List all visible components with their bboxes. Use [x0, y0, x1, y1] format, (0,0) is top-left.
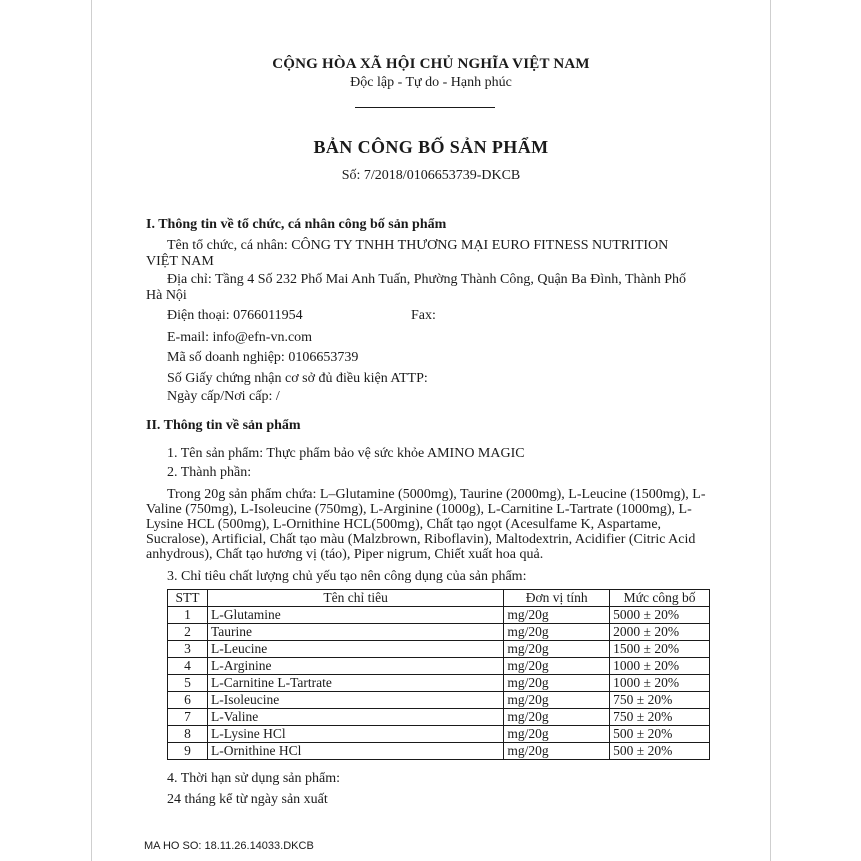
cell-indicator: L-Lysine HCl: [207, 726, 503, 743]
cell-level: 1500 ± 20%: [610, 641, 710, 658]
cell-indicator: L-Arginine: [207, 658, 503, 675]
document-title: BẢN CÔNG BỐ SẢN PHẨM: [313, 137, 549, 157]
col-indicator: Tên chỉ tiêu: [207, 590, 503, 607]
cell-stt: 9: [168, 743, 208, 760]
table-row: [168, 743, 710, 760]
cell-stt: 4: [168, 658, 208, 675]
address-line-2: Hà Nội: [146, 288, 187, 303]
shelf-life-value: 24 tháng kể từ ngày sản xuất: [167, 792, 328, 807]
section-1-heading: I. Thông tin về tổ chức, cá nhân công bố sản phẩm: [146, 217, 447, 232]
cell-level: 2000 ± 20%: [610, 624, 710, 641]
org-name-line-2: VIỆT NAM: [146, 254, 214, 269]
cell-level: 500 ± 20%: [610, 726, 710, 743]
cell-level: 750 ± 20%: [610, 709, 710, 726]
cell-level: 1000 ± 20%: [610, 675, 710, 692]
section-2-heading: II. Thông tin về sản phẩm: [146, 418, 301, 433]
country-heading: CỘNG HÒA XÃ HỘI CHỦ NGHĨA VIỆT NAM: [272, 56, 590, 72]
col-unit: Đơn vị tính: [504, 590, 610, 607]
cell-indicator: L-Carnitine L-Tartrate: [207, 675, 503, 692]
cell-unit: mg/20g: [504, 675, 610, 692]
col-declared-level: Mức công bố: [610, 590, 710, 607]
cell-unit: mg/20g: [504, 726, 610, 743]
food-safety-cert: Số Giấy chứng nhận cơ sở đủ điều kiện ATTP:: [167, 371, 428, 386]
phone: Điện thoại: 0766011954: [167, 308, 303, 323]
cell-unit: mg/20g: [504, 709, 610, 726]
cell-unit: mg/20g: [504, 692, 610, 709]
cell-indicator: L-Isoleucine: [207, 692, 503, 709]
quality-label: 3. Chỉ tiêu chất lượng chủ yếu tạo nên công dụng của sản phẩm:: [167, 569, 527, 584]
quality-table: [167, 589, 710, 760]
cell-indicator: L-Glutamine: [207, 607, 503, 624]
table-row: [168, 624, 710, 641]
cell-stt: 7: [168, 709, 208, 726]
table-row: [168, 692, 710, 709]
cell-stt: 5: [168, 675, 208, 692]
cell-stt: 2: [168, 624, 208, 641]
product-name: 1. Tên sản phẩm: Thực phẩm bảo vệ sức khỏe AMINO MAGIC: [167, 446, 525, 461]
tax-code: Mã số doanh nghiệp: 0106653739: [167, 350, 359, 365]
table-header-row: [168, 590, 710, 607]
cell-indicator: L-Valine: [207, 709, 503, 726]
table-body: [168, 607, 710, 760]
issue-info: Ngày cấp/Nơi cấp: /: [167, 389, 280, 404]
cell-stt: 3: [168, 641, 208, 658]
cell-indicator: L-Ornithine HCl: [207, 743, 503, 760]
cell-level: 750 ± 20%: [610, 692, 710, 709]
table-row: [168, 658, 710, 675]
table-row: [168, 675, 710, 692]
national-motto: Độc lập - Tự do - Hạnh phúc: [350, 75, 512, 90]
table-row: [168, 709, 710, 726]
ingredients-text: Trong 20g sản phẩm chứa: L–Glutamine (5000mg), Taurine (2000mg), L-Leucine (1500mg), L-Valine (750mg), L-Isoleucine (750mg), L-Arginine (1000g), L-Carnitine L-Tartrate (1000mg), L-Lysine HCL (500mg), L-Ornithine HCL(500mg), Chất tạo ngọt (Acesulfame K, Aspartame, Sucralose), Artificial, Chất tạo màu (Malzbrown, Riboflavin), Maltodextrin, Acidifier (Citric Acid anhydrous), Chất tạo hương vị (táo), Piper nigrum, Chiết xuất hoa quả.: [146, 487, 706, 562]
col-stt: STT: [168, 590, 208, 607]
cell-unit: mg/20g: [504, 607, 610, 624]
ingredients-label: 2. Thành phần:: [167, 465, 252, 480]
cell-level: 5000 ± 20%: [610, 607, 710, 624]
cell-unit: mg/20g: [504, 658, 610, 675]
cell-indicator: L-Leucine: [207, 641, 503, 658]
cell-stt: 1: [168, 607, 208, 624]
cell-unit: mg/20g: [504, 624, 610, 641]
email: E-mail: info@efn-vn.com: [167, 330, 313, 345]
shelf-life-label: 4. Thời hạn sử dụng sản phẩm:: [167, 771, 340, 786]
file-code: MA HO SO: 18.11.26.14033.DKCB: [144, 840, 314, 852]
motto-underline: [355, 107, 495, 108]
cell-unit: mg/20g: [504, 641, 610, 658]
cell-unit: mg/20g: [504, 743, 610, 760]
address-line-1: Địa chỉ: Tầng 4 Số 232 Phố Mai Anh Tuấn, Phường Thành Công, Quận Ba Đình, Thành Phố: [167, 272, 687, 287]
fax: Fax:: [411, 308, 436, 323]
table-row: [168, 607, 710, 624]
org-name-line-1: Tên tổ chức, cá nhân: CÔNG TY TNHH THƯƠNG MẠI EURO FITNESS NUTRITION: [167, 238, 669, 253]
table-row: [168, 726, 710, 743]
cell-stt: 8: [168, 726, 208, 743]
cell-indicator: Taurine: [207, 624, 503, 641]
table-row: [168, 641, 710, 658]
document-number: Số: 7/2018/0106653739-DKCB: [341, 168, 521, 183]
cell-stt: 6: [168, 692, 208, 709]
cell-level: 1000 ± 20%: [610, 658, 710, 675]
cell-level: 500 ± 20%: [610, 743, 710, 760]
